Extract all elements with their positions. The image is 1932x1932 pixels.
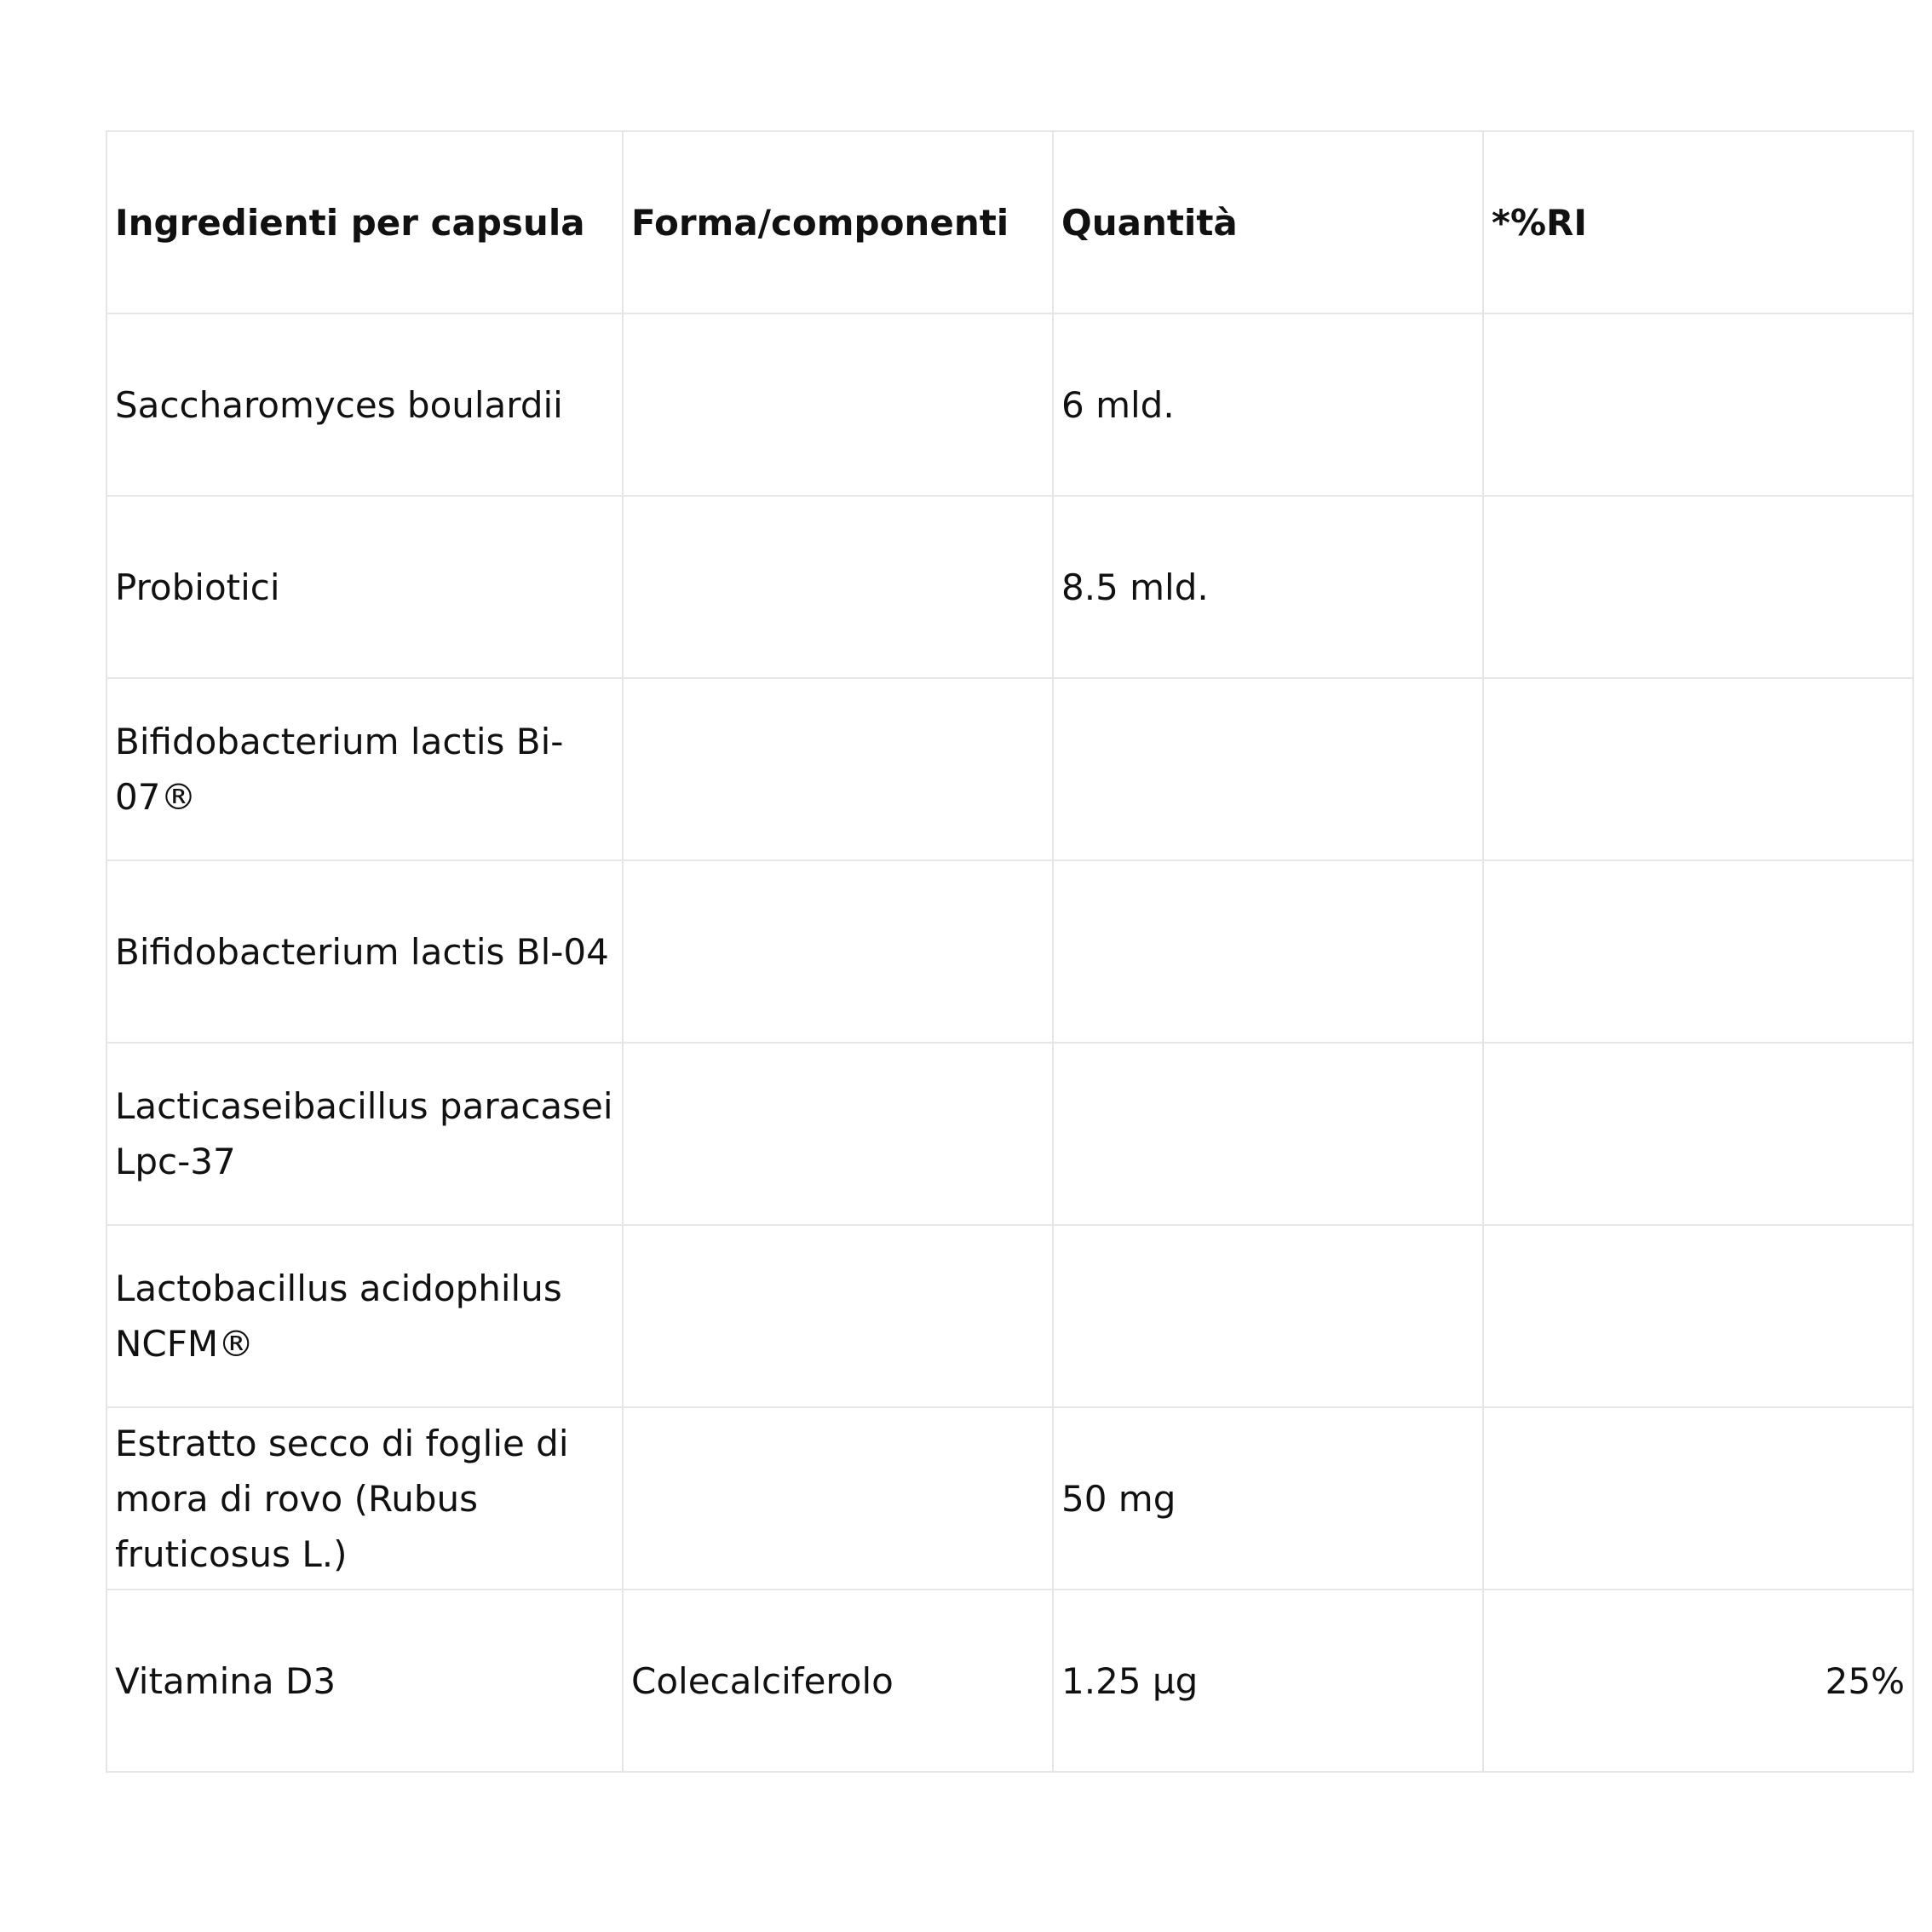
table-row (106, 678, 1913, 860)
cell-ri-percent (1483, 496, 1913, 678)
cell-quantity (1053, 1043, 1483, 1225)
cell-quantity: 8.5 mld. (1053, 496, 1483, 678)
header-ri-percent: *%RI (1483, 131, 1913, 313)
cell-quantity (1053, 860, 1483, 1043)
cell-ri-percent (1483, 860, 1913, 1043)
header-form: Forma/componenti (623, 131, 1053, 313)
ingredients-table (106, 130, 1914, 1773)
cell-ri-percent (1483, 1225, 1913, 1407)
cell-form (623, 496, 1053, 678)
header-quantity: Quantità (1053, 131, 1483, 313)
header-ingredient: Ingredienti per capsula (106, 131, 623, 313)
table-row (106, 313, 1913, 496)
cell-quantity (1053, 678, 1483, 860)
cell-ingredient: Bifidobacterium lactis Bi-07® (106, 678, 623, 860)
table-row (106, 1407, 1913, 1590)
cell-form (623, 678, 1053, 860)
cell-quantity: 6 mld. (1053, 313, 1483, 496)
cell-ingredient: Probiotici (106, 496, 623, 678)
cell-form (623, 313, 1053, 496)
cell-ri-percent (1483, 1407, 1913, 1590)
cell-form (623, 1407, 1053, 1590)
cell-ri-percent (1483, 313, 1913, 496)
cell-form (623, 860, 1053, 1043)
cell-ingredient: Bifidobacterium lactis Bl-04 (106, 860, 623, 1043)
cell-ingredient: Lactobacillus acidophilus NCFM® (106, 1225, 623, 1407)
cell-ingredient: Lacticaseibacillus paracasei Lpc-37 (106, 1043, 623, 1225)
cell-ingredient: Saccharomyces boulardii (106, 313, 623, 496)
cell-ri-percent (1483, 678, 1913, 860)
table-row (106, 1225, 1913, 1407)
cell-quantity: 1.25 µg (1053, 1590, 1483, 1772)
cell-form: Colecalciferolo (623, 1590, 1053, 1772)
cell-form (623, 1043, 1053, 1225)
table-row (106, 1590, 1913, 1772)
cell-quantity: 50 mg (1053, 1407, 1483, 1590)
cell-ri-percent (1483, 1043, 1913, 1225)
table-row (106, 496, 1913, 678)
cell-ri-percent: 25% (1483, 1590, 1913, 1772)
cell-quantity (1053, 1225, 1483, 1407)
table-row (106, 1043, 1913, 1225)
cell-form (623, 1225, 1053, 1407)
table-header-row (106, 131, 1913, 313)
cell-ingredient: Estratto secco di foglie di mora di rovo (Rubus fruticosus L.) (106, 1407, 623, 1590)
cell-ingredient: Vitamina D3 (106, 1590, 623, 1772)
table-row (106, 860, 1913, 1043)
